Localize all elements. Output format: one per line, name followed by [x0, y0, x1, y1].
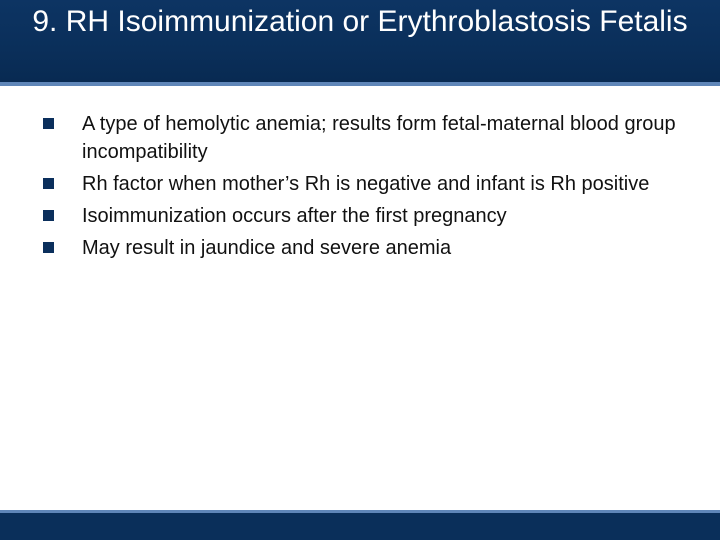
- square-bullet-icon: [43, 178, 54, 189]
- title-divider: [0, 82, 720, 86]
- bullet-text: Rh factor when mother’s Rh is negative and infant is Rh positive: [82, 173, 650, 195]
- bullet-text: May result in jaundice and severe anemia: [82, 237, 452, 259]
- square-bullet-icon: [43, 118, 54, 129]
- slide-title: 9. RH Isoimmunization or Erythroblastosis Fetalis: [32, 5, 688, 38]
- bullet-item: [42, 202, 702, 230]
- bullet-list: [42, 110, 702, 266]
- footer-bar: [0, 513, 720, 540]
- bullet-item: [42, 110, 702, 166]
- square-bullet-icon: [43, 210, 54, 221]
- bullet-text: A type of hemolytic anemia; results form fetal-maternal blood group incompatibility: [82, 113, 676, 163]
- bullet-text: Isoimmunization occurs after the first pregnancy: [82, 205, 507, 227]
- square-bullet-icon: [43, 242, 54, 253]
- bullet-item: [42, 170, 702, 198]
- bullet-item: [42, 234, 702, 262]
